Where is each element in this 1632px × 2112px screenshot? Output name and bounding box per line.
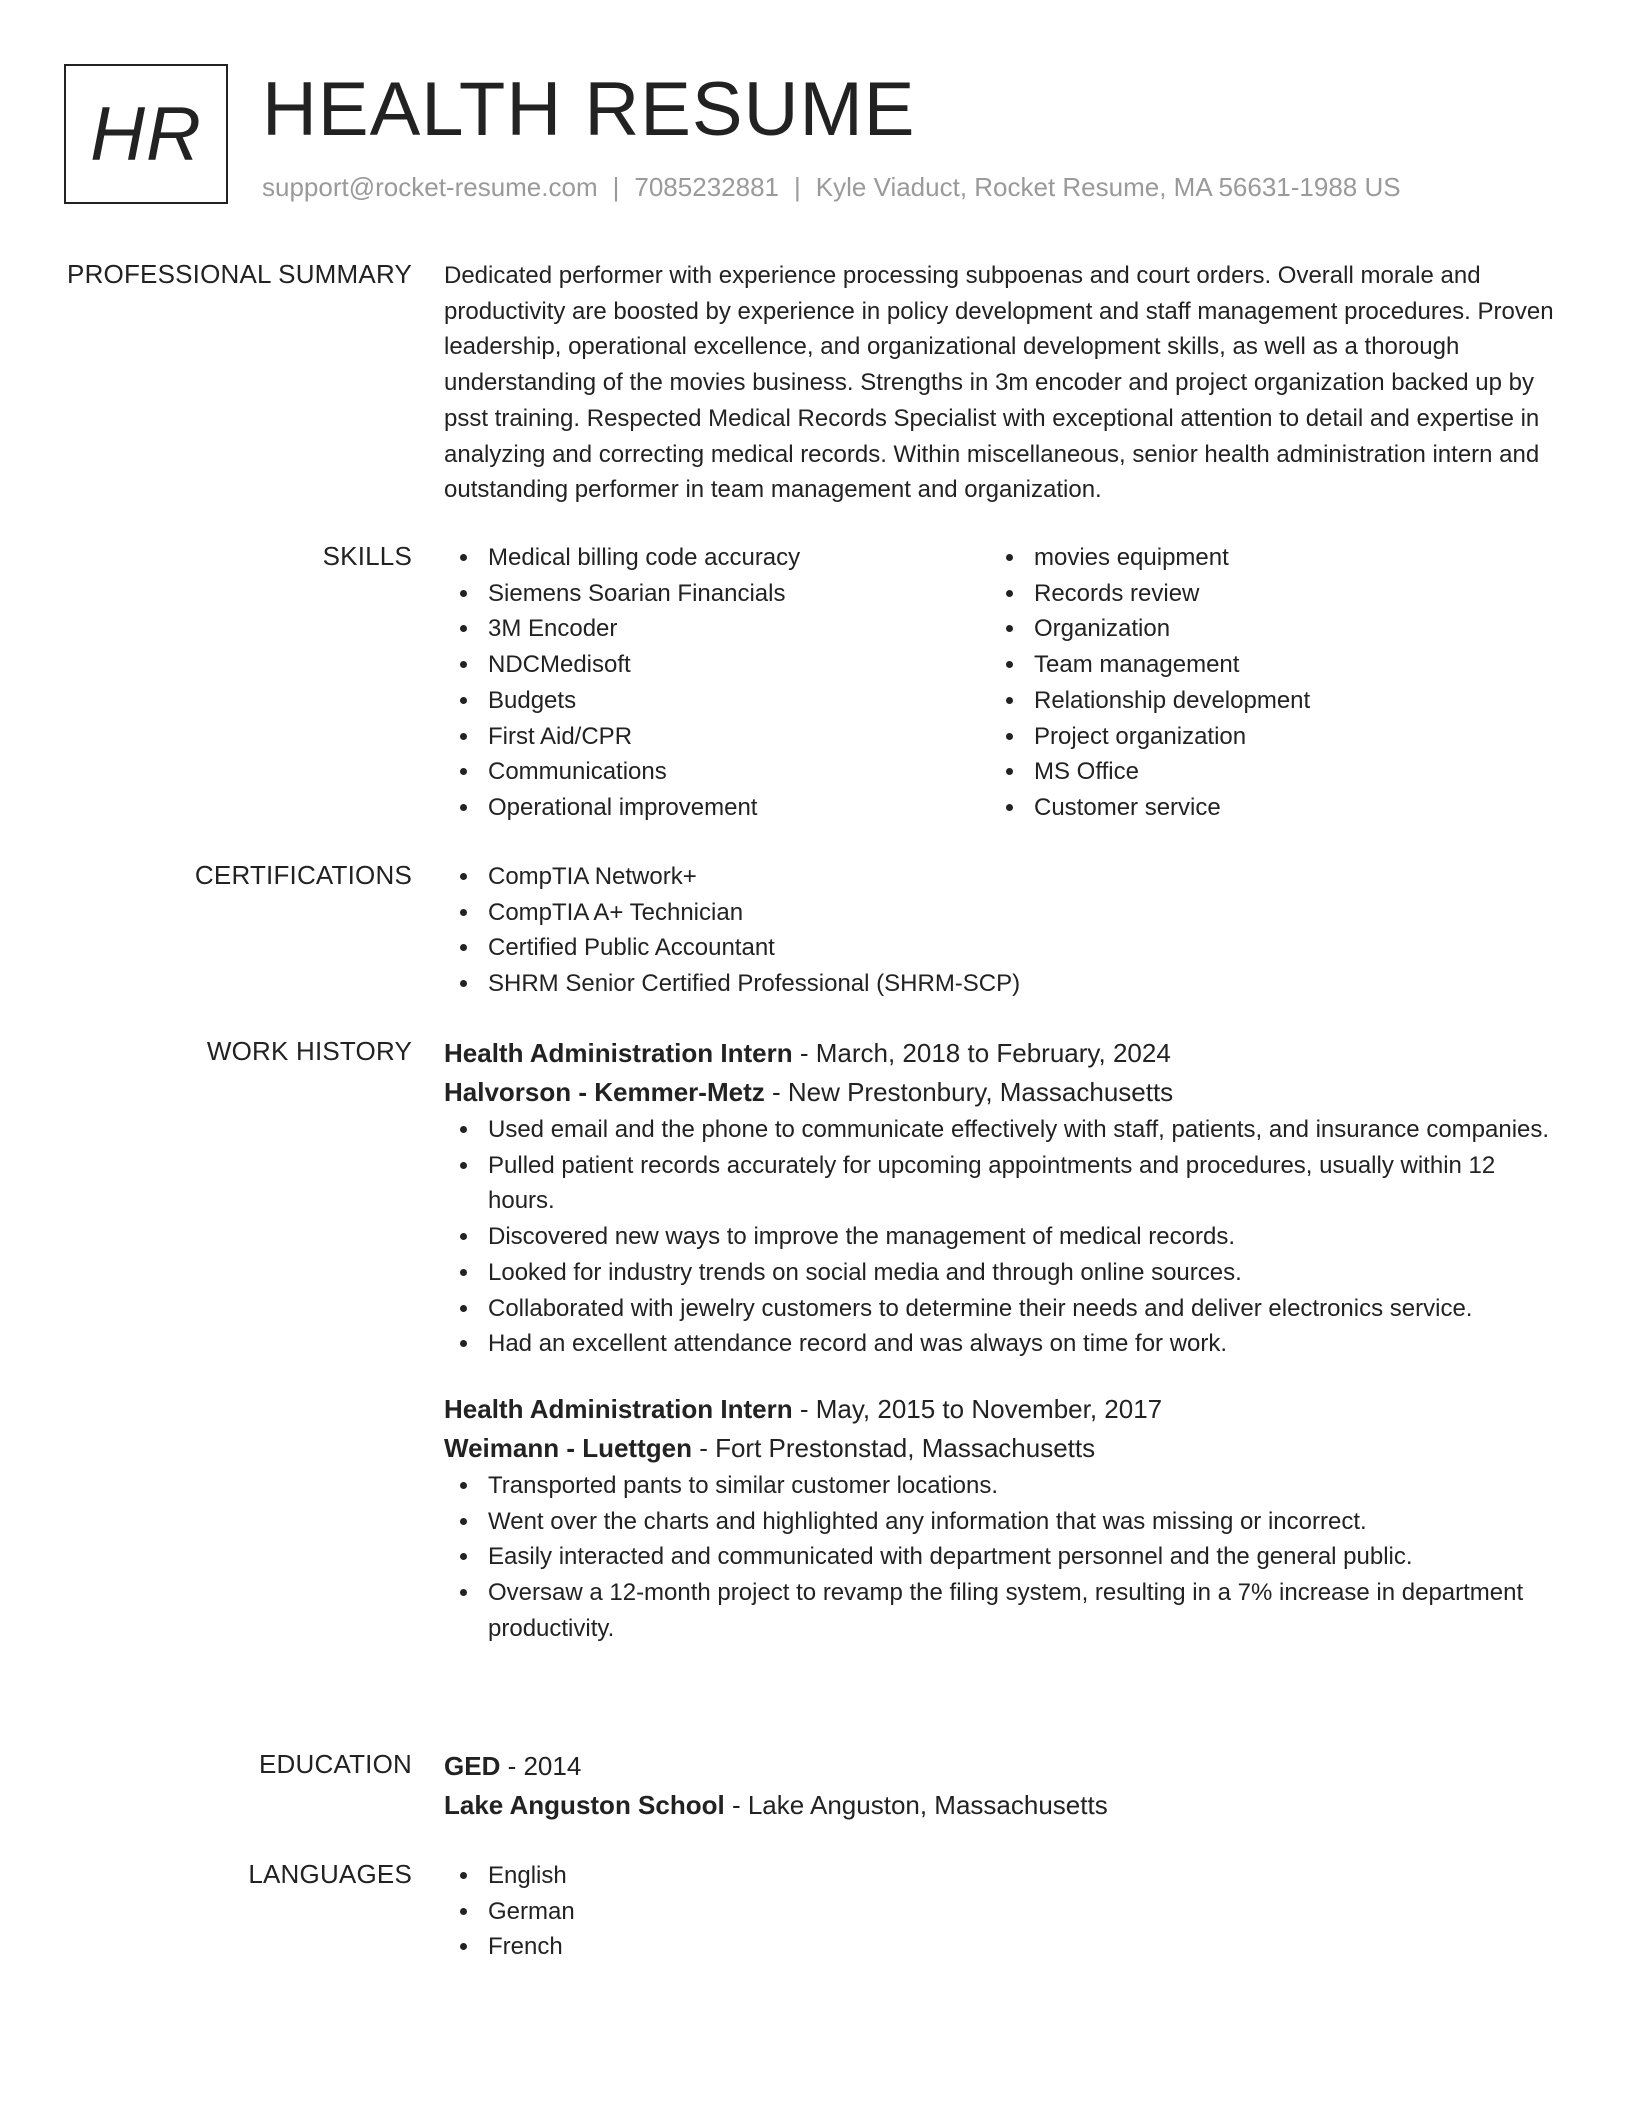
- section-label: CERTIFICATIONS: [194, 860, 412, 890]
- job-title: Health Administration Intern: [444, 1038, 793, 1068]
- skill-item: 3M Encoder: [444, 611, 990, 647]
- section-label: SKILLS: [322, 541, 412, 571]
- summary-text: Dedicated performer with experience processing subpoenas and court orders. Overall morale and productivity are boosted by experience in policy development and staff management procedures. Proven leadership, operational excellence, and organizational development skills, as well as a thorough understanding of the movies business. Strengths in 3m encoder and project organization backed up by psst training. Respected Medical Records Specialist with exceptional attention to detail and expertise in analyzing and correcting medical records. Within miscellaneous, senior health administration intern and outstanding performer in team management and organization.: [444, 262, 1554, 504]
- skill-item: First Aid/CPR: [444, 719, 990, 755]
- skill-item: MS Office: [990, 754, 1536, 790]
- skills-list-left: [444, 540, 990, 826]
- job-dates: - May, 2015 to November, 2017: [792, 1393, 1163, 1424]
- job-bullets: [444, 1468, 1554, 1647]
- skill-item: Relationship development: [990, 683, 1536, 719]
- job-bullet: Looked for industry trends on social media and through online sources.: [444, 1255, 1554, 1291]
- candidate-name: HEALTH RESUME: [262, 67, 916, 152]
- school-location: - Lake Anguston, Massachusetts: [724, 1790, 1108, 1820]
- job-bullet: Pulled patient records accurately for upcoming appointments and procedures, usually within 12 hours.: [444, 1148, 1554, 1219]
- section-label: WORK HISTORY: [206, 1036, 412, 1066]
- skills-list-right: [990, 540, 1536, 826]
- certification-item: CompTIA A+ Technician: [444, 895, 1554, 931]
- job-bullet: Used email and the phone to communicate effectively with staff, patients, and insurance companies.: [444, 1112, 1554, 1148]
- contact-phone[interactable]: 7085232881: [634, 172, 779, 202]
- language-item: French: [444, 1929, 1554, 1965]
- job-company: Weimann - Luettgen: [444, 1432, 692, 1463]
- degree-line: [444, 1747, 1554, 1786]
- job-bullet: Had an excellent attendance record and was always on time for work.: [444, 1326, 1554, 1362]
- language-item: English: [444, 1858, 1554, 1894]
- job-entry: [444, 1390, 1554, 1647]
- language-item: German: [444, 1894, 1554, 1930]
- graduation-year: - 2014: [500, 1751, 582, 1781]
- job-bullets: [444, 1112, 1554, 1362]
- job-location: - Fort Prestonstad, Massachusetts: [691, 1432, 1096, 1463]
- skill-item: Medical billing code accuracy: [444, 540, 990, 576]
- contact-separator: |: [794, 172, 801, 202]
- certification-item: Certified Public Accountant: [444, 930, 1554, 966]
- job-company-line: [444, 1073, 1554, 1112]
- certification-item: CompTIA Network+: [444, 859, 1554, 895]
- contact-separator: |: [612, 172, 620, 202]
- certification-item: SHRM Senior Certified Professional (SHRM-SCP): [444, 966, 1554, 1002]
- contact-address: Kyle Viaduct, Rocket Resume, MA 56631-1988 US: [815, 172, 1401, 202]
- job-bullet: Easily interacted and communicated with department personnel and the general public.: [444, 1539, 1554, 1575]
- job-title-line: [444, 1034, 1554, 1073]
- job-company: Halvorson - Kemmer-Metz: [444, 1077, 765, 1107]
- degree: GED: [444, 1751, 501, 1781]
- skill-item: Siemens Soarian Financials: [444, 576, 990, 612]
- job-title: Health Administration Intern: [444, 1393, 793, 1424]
- job-location: - New Prestonbury, Massachusetts: [764, 1077, 1174, 1107]
- skill-item: Organization: [990, 611, 1536, 647]
- initials-monogram: HR: [64, 64, 228, 204]
- job-title-line: [444, 1390, 1554, 1429]
- section-label: LANGUAGES: [248, 1859, 412, 1889]
- job-bullet: Discovered new ways to improve the management of medical records.: [444, 1219, 1554, 1255]
- skill-item: Project organization: [990, 719, 1536, 755]
- skill-item: movies equipment: [990, 540, 1536, 576]
- skill-item: Communications: [444, 754, 990, 790]
- job-bullet: Oversaw a 12-month project to revamp the filing system, resulting in a 7% increase in department productivity.: [444, 1575, 1554, 1646]
- contact-email[interactable]: support@rocket-resume.com: [262, 172, 598, 202]
- school-line: [444, 1786, 1554, 1825]
- skill-item: NDCMedisoft: [444, 647, 990, 683]
- job-company-line: [444, 1429, 1554, 1468]
- certifications-list: [444, 859, 1554, 1002]
- job-bullet: Transported pants to similar customer locations.: [444, 1468, 1554, 1504]
- skill-item: Records review: [990, 576, 1536, 612]
- section-label: PROFESSIONAL SUMMARY: [67, 259, 412, 289]
- school-name: Lake Anguston School: [444, 1790, 725, 1820]
- job-bullet: Collaborated with jewelry customers to determine their needs and deliver electronics service.: [444, 1291, 1554, 1327]
- resume-header: [64, 64, 1564, 214]
- skill-item: Customer service: [990, 790, 1536, 826]
- contact-line: [262, 172, 1401, 203]
- skill-item: Team management: [990, 647, 1536, 683]
- job-entry: [444, 1034, 1554, 1362]
- languages-list: [444, 1858, 1554, 1965]
- skill-item: Operational improvement: [444, 790, 990, 826]
- job-dates: - March, 2018 to February, 2024: [792, 1038, 1171, 1068]
- section-label: EDUCATION: [259, 1749, 412, 1779]
- job-bullet: Went over the charts and highlighted any information that was missing or incorrect.: [444, 1504, 1554, 1540]
- skill-item: Budgets: [444, 683, 990, 719]
